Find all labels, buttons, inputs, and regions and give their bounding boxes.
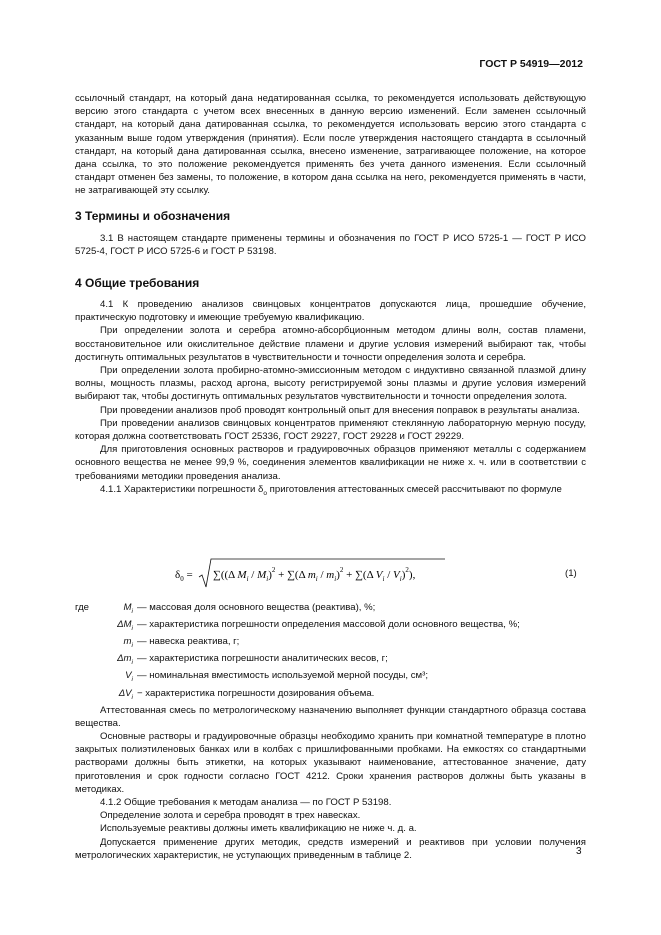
section-4: [75, 277, 586, 290]
page-number: 3: [576, 846, 582, 857]
definition-row: [75, 601, 586, 618]
section-4-p9: Основные растворы и градуировочные образцы необходимо хранить при комнатной температуре в плотно закрытых полиэтиленовых банках или в колбах с пришлифованными пробками. На емкостях со стандартными растворами должны быть этикетки, на которых указывают наименование, аттестованное значение, дату приготовления и срок годности согласно ГОСТ 4212. Сроки хранения растворов должны быть указаны в методиках.: [75, 731, 586, 795]
def-text: — характеристика погрешности определения массовой доли основного вещества, %;: [137, 619, 520, 631]
section-4-p5: При проведении анализов свинцовых концентратов применяют стеклянную лабораторную мерную посуду, которая должна соответствовать ГОСТ 25336, ГОСТ 29227, ГОСТ 29228 и ГОСТ 29229.: [75, 417, 586, 443]
def-sub: i: [131, 607, 133, 615]
intro-block: [75, 92, 586, 198]
section-4-p4: При проведении анализов проб проводят контрольный опыт для внесения поправок в результаты анализа.: [100, 404, 580, 416]
def-symbol: V: [125, 670, 132, 682]
def-sub: i: [131, 625, 133, 633]
definition-row: [75, 652, 586, 669]
def-pre: Δ: [117, 653, 124, 665]
p7-sub: о: [263, 489, 268, 497]
section-4-p13: Допускается применение других методик, средств измерений и реактивов при условии получения метрологических характеристик, не уступающих приведенным в таблице 2.: [75, 836, 586, 861]
definition-row: [75, 618, 586, 635]
section-4-p8: Аттестованная смесь по метрологическому назначению выполняет функции стандартного образца состава вещества.: [75, 704, 586, 729]
def-symbol: V: [125, 687, 132, 699]
definition-row: [75, 635, 586, 652]
def-text: − характеристика погрешности дозирования объема.: [137, 687, 375, 699]
def-symbol: m: [123, 653, 132, 665]
section-4-p10: 4.1.2 Общие требования к методам анализа — по ГОСТ Р 53198.: [100, 797, 392, 809]
def-text: — характеристика погрешности аналитических весов, г;: [137, 653, 388, 665]
section-4-p6: Для приготовления основных растворов и градуировочных образцов применяют металлы с содержанием основного вещества не менее 99,9 %, соединения элементов квалификации не ниже х. ч. или в соответствии с требованиями методики проведения анализа.: [75, 444, 586, 482]
section-4-body: [75, 298, 586, 500]
def-pre: Δ: [117, 619, 124, 631]
section-3-heading: 3 Термины и обозначения: [75, 209, 231, 223]
section-3: [75, 210, 586, 223]
definition-row: [75, 669, 586, 686]
formula-body: ∑((Δ $M_i / M_i)^2 + \sum(\Delta$ $m_i / m_i)^2 + \sum(\Delta$ $V_i / V_i)^2$),: [213, 566, 416, 583]
def-symbol: M: [123, 619, 132, 631]
def-symbol: M: [123, 602, 132, 613]
p7-after: приготовления аттестованных смесей рассчитывают по формуле: [267, 483, 562, 495]
formula-lhs: $\delta_0$ =: [175, 569, 193, 583]
def-text: — навеска реактива, г;: [137, 636, 240, 648]
document-header: ГОСТ Р 54919—2012: [479, 58, 583, 70]
def-text: — номинальная вместимость используемой мерной посуды, см³;: [137, 670, 428, 682]
section-4-p7: [75, 483, 586, 500]
def-symbol: m: [123, 636, 132, 648]
section-3-p1: 3.1 В настоящем стандарте применены термины и обозначения по ГОСТ Р ИСО 5725-1 — ГОСТ Р ИСО 5725-4, ГОСТ Р ИСО 5725-6 и ГОСТ Р 53198.: [75, 233, 586, 258]
def-pre: Δ: [118, 687, 126, 699]
intro-paragraph: ссылочный стандарт, на который дана недатированная ссылка, то рекомендуется использовать действующую версию этого стандарта с учетом всех внесенных в данную версию изменений. Если заменен ссылочный стандарт, на который дана датированная ссылка, то рекомендуется использовать версию этого стандарта с указанным выше годом утверждения (принятия). Если после утверждения настоящего стандарта в ссылочный стандарт, на который дана датированная ссылка, внесено изменение, затрагивающее положение, на которое дана ссылка, то это положение рекомендуется применять без учета данного изменения. Если ссылочный стандарт отменен без замены, то положение, в котором дана ссылка на него, рекомендуется применять в части, не затрагивающей эту ссылку.: [75, 93, 586, 197]
def-sub: i: [131, 676, 133, 684]
def-text: — массовая доля основного вещества (реактива), %;: [137, 602, 376, 613]
section-3-body: [75, 232, 586, 258]
def-sub: i: [131, 693, 133, 701]
section-4-p2: При определении золота и серебра атомно-абсорбционным методом длины волн, состав пламени, восстановительное или окислительное действие пламени и другие условия измерений выбирают так, чтобы достигнуть оптимальных результатов в чувствительности и точности определения золота и серебра.: [75, 325, 586, 363]
section-4-p11: Определение золота и серебра проводят в трех навесках.: [100, 810, 361, 822]
section-4-heading: 4 Общие требования: [75, 276, 200, 290]
formula-1: [175, 557, 455, 593]
definitions-list: [75, 601, 586, 862]
section-4-p1: 4.1 К проведению анализов свинцовых концентратов допускаются лица, прошедшие обучение, практическую подготовку и имеющие требуемую квалификацию.: [75, 299, 586, 324]
def-sub: i: [131, 642, 133, 650]
definition-row: [75, 687, 586, 704]
section-4-p3: При определении золота пробирно-атомно-эмиссионным методом с индуктивно связанной плазмой длину волны, мощность плазмы, расход аргона, высоту регистрируемой зоны плазмы и другие условия измерений выбирают так, чтобы достигнуть оптимальных результатов чувствительности и точности определения золота.: [75, 365, 586, 403]
where-label: где: [75, 602, 90, 613]
section-4-p12: Используемые реактивы должны иметь квалификацию не ниже ч. д. а.: [100, 823, 417, 835]
p7-before: 4.1.1 Характеристики погрешности δ: [100, 483, 264, 495]
def-sub: i: [131, 659, 133, 667]
formula-number: (1): [565, 568, 577, 579]
